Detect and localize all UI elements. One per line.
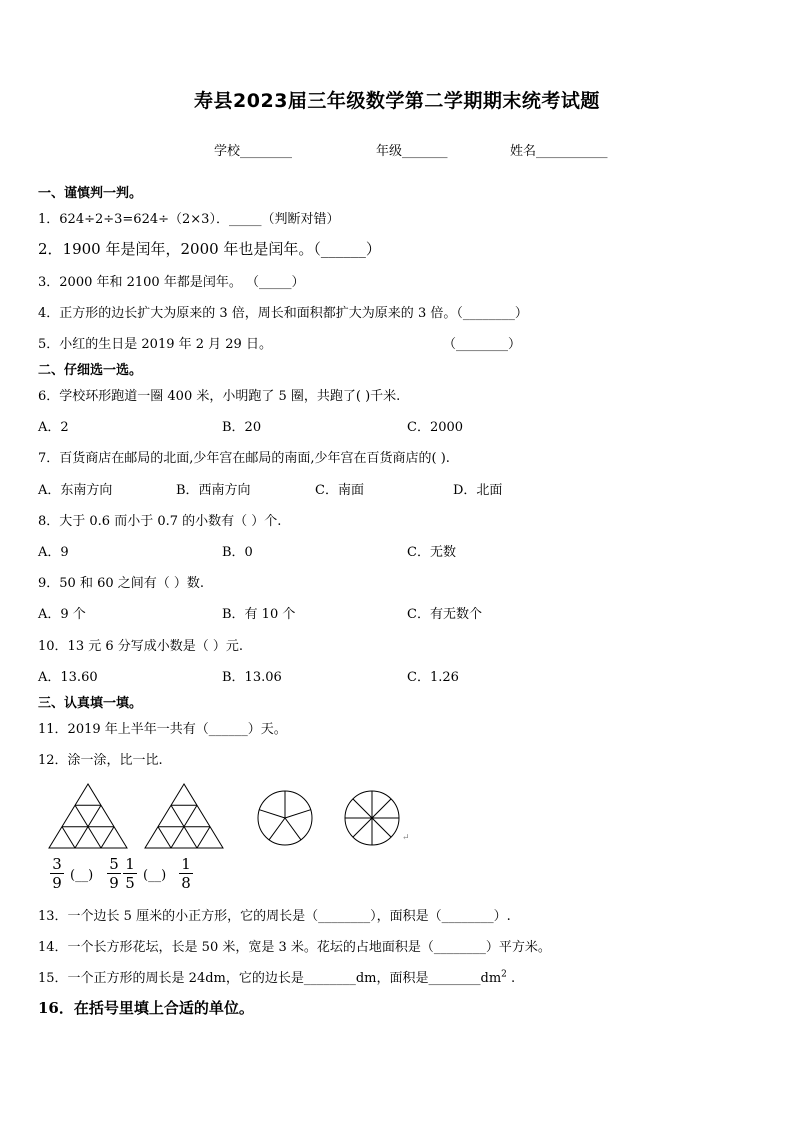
circle-figure-5-parts — [258, 791, 312, 845]
q7-option-c: C．南面 — [315, 483, 364, 498]
name-field: 姓名___________ — [510, 144, 608, 159]
q8-option-c: C．无数 — [407, 545, 456, 560]
fraction-1 — [50, 856, 64, 891]
q6-option-c: C．2000 — [407, 420, 464, 435]
section-heading-1: 一、谨慎判一判。 — [38, 186, 143, 201]
school-field: 学校________ — [214, 144, 293, 159]
fraction-4-numerator: 1 — [181, 855, 191, 873]
q6-option-b: B．20 — [222, 420, 262, 435]
section-heading-2: 二、仔细选一选。 — [38, 363, 143, 378]
fraction-2-denominator: 9 — [109, 874, 119, 892]
fraction-2 — [107, 856, 121, 891]
compare-blank-2: (__) — [143, 868, 167, 883]
question-2: 2．1900 年是闰年，2000 年也是闰年。（______） — [38, 240, 381, 258]
paragraph-mark: ↵ — [402, 833, 410, 843]
question-15-end: . — [506, 971, 516, 986]
question-5-blank: （________） — [443, 337, 522, 352]
q8-option-b: B．0 — [222, 545, 253, 560]
question-1: 1．624÷2÷3=624÷（2×3）．_____（判断对错） — [38, 212, 340, 227]
fraction-1-denominator: 9 — [52, 874, 62, 892]
question-12-figures — [40, 778, 460, 898]
fraction-4-denominator: 8 — [181, 874, 191, 892]
q7-option-b: B．西南方向 — [176, 483, 251, 498]
q7-option-d: D．北面 — [453, 483, 503, 498]
fraction-2-numerator: 5 — [109, 855, 119, 873]
fraction-3-denominator: 5 — [125, 874, 135, 892]
q9-option-a: A．9 个 — [38, 607, 86, 622]
question-10: 10．13 元 6 分写成小数是（ ）元. — [38, 639, 244, 654]
q10-option-a: A．13.60 — [38, 670, 98, 685]
section-heading-3: 三、认真填一填。 — [38, 696, 143, 711]
triangle-figure-1 — [49, 784, 127, 848]
q10-option-b: B．13.06 — [222, 670, 282, 685]
q7-option-a: A．东南方向 — [38, 483, 113, 498]
question-13: 13．一个边长 5 厘米的小正方形，它的周长是（________），面积是（________）. — [38, 909, 511, 924]
fraction-3-numerator: 1 — [125, 855, 135, 873]
q9-option-c: C．有无数个 — [407, 607, 482, 622]
circle-figure-8-parts — [345, 791, 399, 845]
exam-title: 寿县2023届三年级数学第二学期期末统考试题 — [194, 90, 600, 112]
grade-field: 年级_______ — [376, 144, 448, 159]
question-8: 8．大于 0.6 而小于 0.7 的小数有（ ）个. — [38, 514, 282, 529]
question-15-text: 15．一个正方形的周长是 24dm，它的边长是________dm，面积是________dm — [38, 971, 502, 986]
question-15-superscript: 2 — [501, 969, 507, 980]
fraction-1-numerator: 3 — [52, 855, 62, 873]
compare-blank-1: (__) — [70, 868, 94, 883]
q9-option-b: B．有 10 个 — [222, 607, 296, 622]
question-6: 6．学校环形跑道一圈 400 米，小明跑了 5 圈，共跑了( )千米. — [38, 389, 401, 404]
q10-option-c: C．1.26 — [407, 670, 459, 685]
question-14: 14．一个长方形花坛，长是 50 米，宽是 3 米。花坛的占地面积是（________）平方米。 — [38, 940, 551, 955]
question-7: 7．百货商店在邮局的北面,少年宫在邮局的南面,少年宫在百货商店的( ). — [38, 451, 450, 466]
fraction-4 — [179, 856, 193, 891]
q8-option-a: A．9 — [38, 545, 69, 560]
triangle-figure-2 — [145, 784, 223, 848]
question-16: 16．在括号里填上合适的单位。 — [38, 999, 254, 1017]
fraction-3 — [123, 856, 137, 891]
question-15 — [38, 967, 515, 986]
question-12: 12．涂一涂，比一比. — [38, 753, 163, 768]
question-9: 9．50 和 60 之间有（ ）数. — [38, 576, 205, 591]
question-11: 11．2019 年上半年一共有（______）天。 — [38, 722, 287, 737]
q6-option-a: A．2 — [38, 420, 69, 435]
question-5: 5．小红的生日是 2019 年 2 月 29 日。 — [38, 337, 272, 352]
question-3: 3．2000 年和 2100 年都是闰年。 （_____） — [38, 275, 305, 290]
question-4: 4．正方形的边长扩大为原来的 3 倍，周长和面积都扩大为原来的 3 倍。（________） — [38, 306, 528, 321]
